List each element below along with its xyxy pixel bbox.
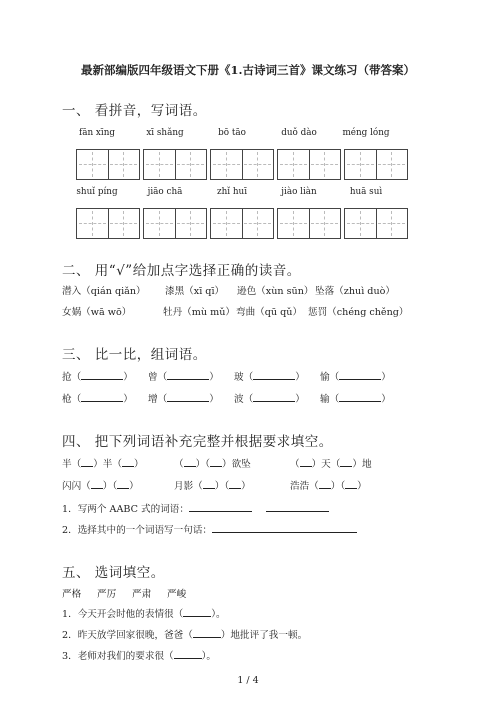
answer-blank[interactable] [193,628,221,638]
writing-grid[interactable] [143,208,207,239]
section-3-heading: 三、 比一比，组词语。 [62,347,207,363]
answer-blank[interactable] [340,457,352,467]
pronunciation-item: 坠落（zhuì duò） [315,286,396,297]
answer-blank[interactable] [183,607,211,617]
writing-grid[interactable] [76,149,140,180]
compare-item: 枪（ ） [62,394,133,405]
answer-blank[interactable] [300,457,312,467]
word-option: 严厉 [97,589,117,600]
question-5-2: 2．昨天放学回家很晚，爸爸（ ）地批评了我一顿。 [62,630,308,641]
compare-item: 波（ ） [234,394,305,405]
pronunciation-item: 弯曲（qū qǔ） [236,307,303,318]
answer-blank[interactable] [253,392,295,402]
pinyin-row-2 [59,187,419,207]
answer-blank[interactable] [339,392,381,402]
pinyin-label: xī shǎng [146,128,184,138]
compare-item: 增（ ） [148,394,219,405]
section-2-heading: 二、 用“√”给加点字选择正确的读音。 [62,263,301,279]
answer-blank[interactable] [229,479,241,489]
answer-blank[interactable] [81,370,123,380]
answer-blank[interactable] [210,457,222,467]
answer-blank[interactable] [167,392,209,402]
question-5-3: 3．老师对我们的要求很（ ）。 [62,651,217,662]
page-title: 最新部编版四年级语文下册《1.古诗词三首》课文练习（带答案） [80,63,415,77]
answer-blank[interactable] [174,649,202,659]
section-4-heading: 四、 把下列词语补充完整并根据要求填空。 [62,434,333,450]
compare-item: 曾（ ） [148,372,219,383]
answer-blank[interactable] [319,479,331,489]
answer-blank[interactable] [345,479,357,489]
idiom-item: 闪闪（ ）（ ） [62,481,139,492]
answer-blank[interactable] [203,479,215,489]
answer-blank[interactable] [81,457,93,467]
word-option: 严肃 [132,589,152,600]
pinyin-label: duǒ dào [281,128,317,138]
answer-blank[interactable] [266,502,329,512]
answer-blank[interactable] [91,479,103,489]
answer-blank[interactable] [117,479,129,489]
answer-blank[interactable] [81,392,123,402]
question-4-2: 2．选择其中的一个词语写一句话： [62,522,357,536]
idiom-item: （ ）（ ）欲坠 [174,459,251,470]
writing-grid[interactable] [277,208,341,239]
writing-grid[interactable] [210,208,274,239]
writing-grid[interactable] [143,149,207,180]
answer-blank[interactable] [253,370,295,380]
pinyin-label: fān xīng [78,128,116,138]
pinyin-label: jiào liàn [281,187,317,197]
question-5-1: 1．今天开会时他的表情很（ ）。 [62,609,226,620]
pinyin-row-1 [59,128,419,148]
answer-blank[interactable] [122,457,134,467]
answer-blank[interactable] [189,502,252,512]
idiom-item: 月影（ ）（ ） [174,481,251,492]
pronunciation-item: 潜入（qián qiǎn） [62,286,146,297]
answer-blank[interactable] [184,457,196,467]
section-5-heading: 五、 选词填空。 [62,565,165,581]
compare-item: 玻（ ） [234,372,305,383]
writing-grid[interactable] [344,149,408,180]
word-option: 严峻 [167,589,187,600]
compare-item: 输（ ） [320,394,391,405]
pinyin-label: jiāo chā [147,187,183,197]
answer-blank[interactable] [212,523,357,533]
page-number: 1 / 4 [237,675,259,686]
pronunciation-item: 女娲（wā wō） [62,307,132,318]
word-option: 严格 [62,589,82,600]
question-4-1: 1．写两个 AABC 式的词语： [62,501,329,515]
pronunciation-item: 惩罚（chéng chěng） [308,307,409,318]
pinyin-label: huā suì [349,187,383,197]
compare-item: 愉（ ） [320,372,391,383]
pronunciation-item: 逊色（xùn sūn） [237,286,314,297]
answer-blank[interactable] [339,370,381,380]
answer-blank[interactable] [167,370,209,380]
idiom-item: 半（ ）半（ ） [62,459,144,470]
writing-grid[interactable] [210,149,274,180]
pinyin-label: méng lóng [342,128,390,138]
compare-item: 抢（ ） [62,372,133,383]
section-1-heading: 一、 看拼音，写词语。 [62,103,207,119]
idiom-item: （ ）天（ ）地 [290,459,372,470]
pinyin-label: bō tāo [218,128,246,138]
pronunciation-item: 漆黑（xī qī） [165,286,225,297]
pinyin-label: zhǐ huī [216,187,248,197]
pronunciation-item: 牡丹（mù mǔ） [163,307,235,318]
writing-grid[interactable] [76,208,140,239]
idiom-item: 浩浩（ ）（ ） [290,481,367,492]
pinyin-label: shuǐ píng [76,187,118,197]
writing-grid[interactable] [344,208,408,239]
writing-grid[interactable] [277,149,341,180]
